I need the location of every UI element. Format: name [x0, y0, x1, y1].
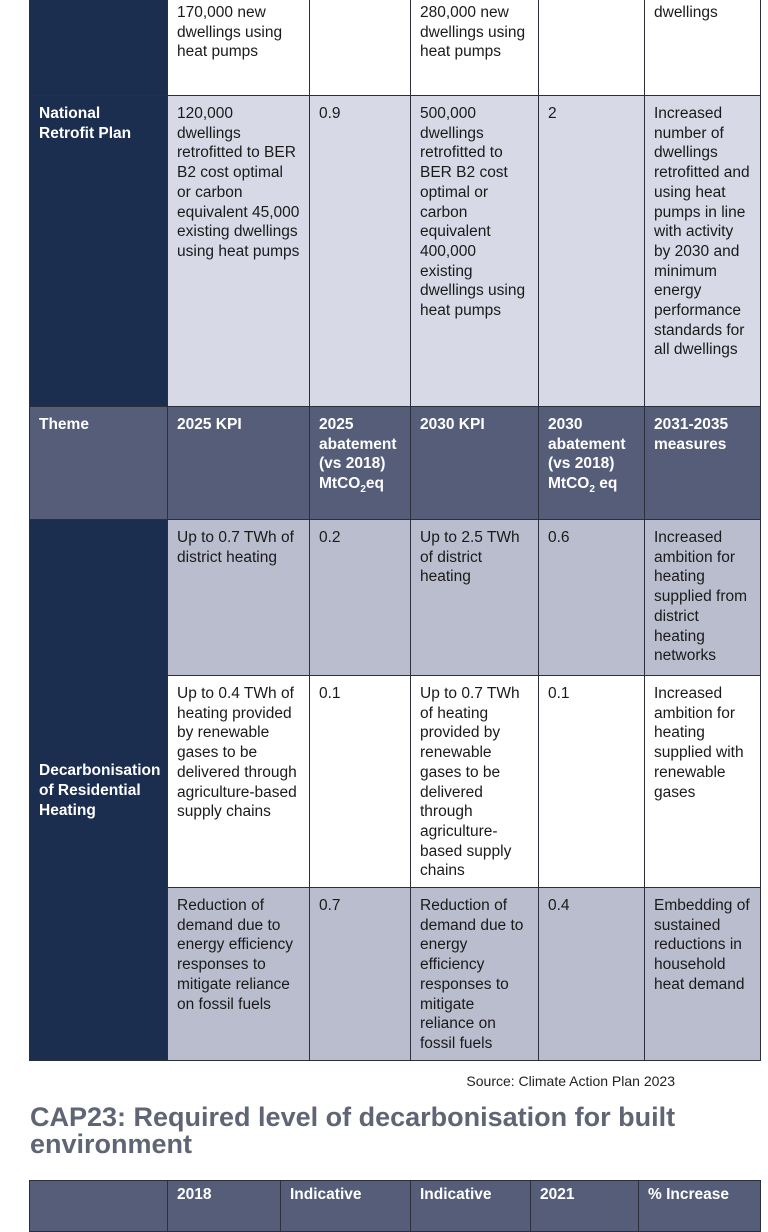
table-row [30, 520, 761, 676]
measures-cell: Increased ambition for heating supplied with renewable gases [645, 676, 761, 888]
measures-cell: Increased number of dwellings retrofitted and using heat pumps in line with activity by 2030 and minimum energy performance standards for all dwellings [645, 96, 761, 407]
kpi-2030-cell: Up to 0.7 TWh of heating provided by renewable gases to be delivered through agriculture-based supply chains [411, 676, 539, 888]
abatement-2030-cell: 0.1 [539, 676, 645, 888]
theme-cell [30, 0, 168, 96]
decarbonisation-table-header [29, 1180, 761, 1232]
kpi-2025-cell: Reduction of demand due to energy efficiency responses to mitigate reliance on fossil fuels [168, 888, 310, 1061]
measures-cell: Embedding of sustained reductions in household heat demand [645, 888, 761, 1061]
kpi-2025-cell: Up to 0.7 TWh of district heating [168, 520, 310, 676]
abatement-2025-cell: 0.7 [310, 888, 411, 1061]
table-row [30, 96, 761, 407]
abatement-2025-cell: 0.1 [310, 676, 411, 888]
kpi-2025-cell: 120,000 dwellings retrofitted to BER B2 cost optimal or carbon equivalent 45,000 existing dwellings using heat pumps [168, 96, 310, 407]
theme-cell: National Retrofit Plan [30, 96, 168, 407]
abatement-2030-cell [539, 0, 645, 96]
abatement-2030-cell: 0.4 [539, 888, 645, 1061]
section-title: CAP23: Required level of decarbonisation for built environment [30, 1102, 676, 1159]
table-row [30, 0, 761, 96]
header-kpi-2025: 2025 KPI [168, 407, 310, 520]
header-kpi-2030: 2030 KPI [411, 407, 539, 520]
kpi-2030-cell: Up to 2.5 TWh of district heating [411, 520, 539, 676]
measures-cell: Increased ambition for heating supplied from district heating networks [645, 520, 761, 676]
kpi-table [29, 0, 761, 1061]
header-cell: % Increase [639, 1181, 761, 1232]
table-header-row [30, 407, 761, 520]
theme-cell: Decarbonisation of Residential Heating [30, 520, 168, 1061]
abatement-2025-cell: 0.9 [310, 96, 411, 407]
header-cell: Indicative [281, 1181, 411, 1232]
kpi-2030-cell: Reduction of demand due to energy efficiency responses to mitigate reliance on fossil fuels [411, 888, 539, 1061]
abatement-2030-cell: 0.6 [539, 520, 645, 676]
header-theme: Theme [30, 407, 168, 520]
kpi-2030-cell: 500,000 dwellings retrofitted to BER B2 cost optimal or carbon equivalent 400,000 existing dwellings using heat pumps [411, 96, 539, 407]
header-cell: 2021 [531, 1181, 639, 1232]
table-header-row [30, 1181, 761, 1232]
kpi-2025-cell: 170,000 new dwellings using heat pumps [168, 0, 310, 96]
header-cell [30, 1181, 168, 1232]
measures-cell: dwellings [645, 0, 761, 96]
header-cell: 2018 [168, 1181, 281, 1232]
abatement-2030-cell: 2 [539, 96, 645, 407]
abatement-2025-cell [310, 0, 411, 96]
header-measures: 2031-2035 measures [645, 407, 761, 520]
kpi-2025-cell: Up to 0.4 TWh of heating provided by renewable gases to be delivered through agriculture-based supply chains [168, 676, 310, 888]
header-abatement-2030: 2030 abatement (vs 2018) MtCO$_2$ eq [539, 407, 645, 520]
abatement-2025-cell: 0.2 [310, 520, 411, 676]
source-caption: Source: Climate Action Plan 2023 [466, 1073, 675, 1089]
header-abatement-2025: 2025 abatement (vs 2018) MtCO$_2$eq [310, 407, 411, 520]
kpi-2030-cell: 280,000 new dwellings using heat pumps [411, 0, 539, 96]
header-cell: Indicative [411, 1181, 531, 1232]
